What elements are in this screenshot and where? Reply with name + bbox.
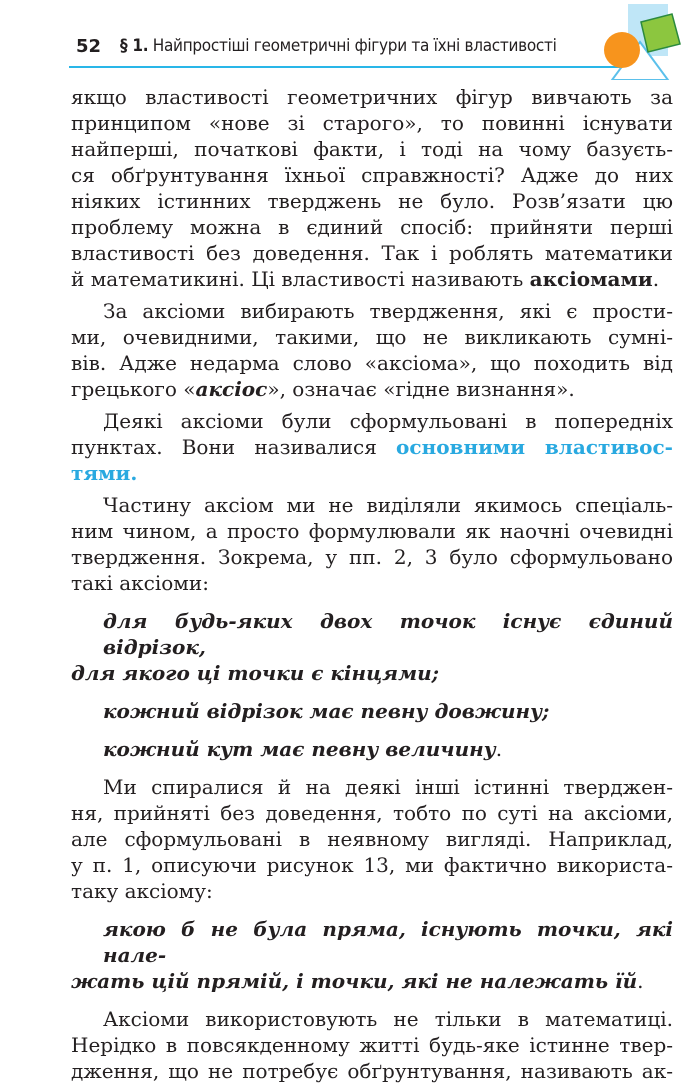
text-fragment: грецького « xyxy=(71,377,196,401)
paragraph-2 xyxy=(71,298,673,402)
paragraph-3 xyxy=(71,408,673,486)
text-line: твердження. Зокрема, у пп. 2, 3 було сформульовано xyxy=(71,545,673,569)
orange-circle-icon xyxy=(604,32,640,68)
text-line: найперші, початкові факти, і тоді на чому базуєть- xyxy=(71,137,673,161)
page-content xyxy=(71,84,673,1084)
text-line: для будь-яких двох точок існує єдиний відрізок, xyxy=(103,609,673,659)
text-line: дження, що не потребує обґрунтування, називають ак- xyxy=(71,1059,673,1083)
text-line: ся обґрунтування їхньої справжності? Адже до них xyxy=(71,163,673,187)
axiom-length xyxy=(71,698,673,724)
text-line xyxy=(71,266,673,292)
text-line: Нерідко в повсякденному житті будь-яке істинне твер- xyxy=(71,1033,673,1057)
highlighted-term: тями. xyxy=(71,461,138,485)
text-fragment: й математикині. Ці властивості називають xyxy=(71,267,530,291)
text-line: Деякі аксіоми були сформульовані в попередніх xyxy=(103,409,673,433)
text-line xyxy=(71,460,673,486)
axiom-text: жать цій прямій, і точки, які не належать їй xyxy=(71,969,638,993)
text-line xyxy=(71,968,673,994)
text-fragment: . xyxy=(637,969,644,993)
spacer xyxy=(71,686,673,698)
text-fragment: . xyxy=(495,737,503,761)
text-line: ним чином, а просто формулювали як наочні очевидні xyxy=(71,519,673,543)
text-line: властивості без доведення. Так і роблять математики xyxy=(71,241,673,265)
section-mark: § 1. xyxy=(120,36,149,56)
text-line: у п. 1, описуючи рисунок 13, ми фактично використа- xyxy=(71,853,673,877)
text-line xyxy=(71,434,673,460)
text-line: але сформульовані в неявному вигляді. Наприклад, xyxy=(71,827,673,851)
text-line: За аксіоми вибирають твердження, які є прости- xyxy=(103,299,673,323)
text-line: такі аксіоми: xyxy=(71,571,209,595)
text-line: Ми спиралися й на деякі інші істинні тверджен- xyxy=(103,775,673,799)
text-line: Аксіоми використовують не тільки в математиці. xyxy=(103,1007,673,1031)
text-line: таку аксіому: xyxy=(71,879,213,903)
text-fragment: пунктах. Вони називалися xyxy=(71,435,397,459)
text-line: принципом «нове зі старого», то повинні існувати xyxy=(71,111,673,135)
term-axioms: аксіомами xyxy=(529,267,653,291)
paragraph-4 xyxy=(71,492,673,596)
section-title-text: Найпростіші геометричні фігури та їхні властивості xyxy=(152,36,557,56)
page-number: 52 xyxy=(76,36,102,57)
paragraph-1 xyxy=(71,84,673,292)
spacer xyxy=(71,596,673,608)
text-line: Частину аксіом ми не виділяли якимось спеціаль- xyxy=(103,493,673,517)
text-fragment: », означає «гідне визнання». xyxy=(267,377,575,401)
header-decoration xyxy=(0,0,695,80)
text-line: проблему можна в єдиний спосіб: прийняти перші xyxy=(71,215,673,239)
text-line: для якого ці точки є кінцями; xyxy=(71,661,440,685)
text-line: ніяких істинних тверджень не було. Розв’язати цю xyxy=(71,189,673,213)
spacer xyxy=(71,724,673,736)
text-line: кожний відрізок має певну довжину; xyxy=(103,699,550,723)
axiom-line-points xyxy=(71,916,673,994)
text-line: ми, очевидними, такими, що не викликають сумні- xyxy=(71,325,673,349)
paragraph-5 xyxy=(71,774,673,904)
text-line: ня, прийняті без доведення, тобто по суті на аксіоми, xyxy=(71,801,673,825)
text-line: вів. Адже недарма слово «аксіома», що походить від xyxy=(71,351,673,375)
page-header xyxy=(0,0,695,80)
text-line: якщо властивості геометричних фігур вивчають за xyxy=(71,85,673,109)
highlighted-term: основними властивос- xyxy=(396,435,673,459)
axiom-text: кожний кут має певну величину xyxy=(103,737,496,761)
text-line xyxy=(71,376,673,402)
axiom-segment xyxy=(71,608,673,686)
text-line: якою б не була пряма, існують точки, які нале- xyxy=(103,917,673,967)
greek-word: аксіос xyxy=(195,377,268,401)
text-fragment: . xyxy=(652,267,660,291)
axiom-angle xyxy=(71,736,673,762)
spacer xyxy=(71,762,673,774)
paragraph-6 xyxy=(71,1006,673,1084)
text-line xyxy=(71,736,673,762)
spacer xyxy=(71,904,673,916)
spacer xyxy=(71,994,673,1006)
